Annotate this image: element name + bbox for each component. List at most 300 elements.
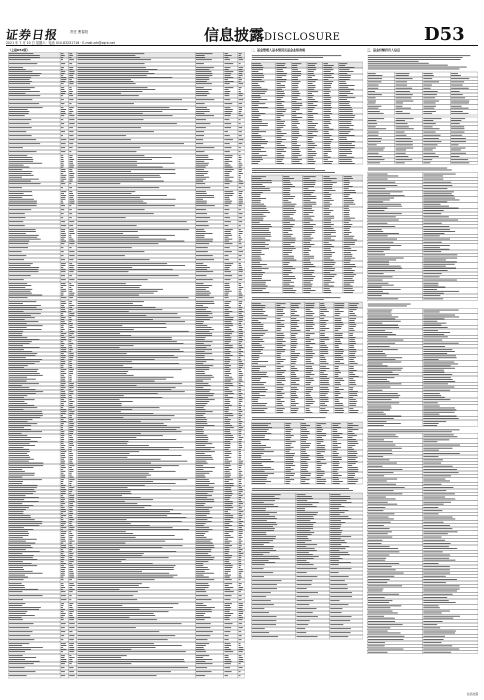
text-line (69, 543, 72, 544)
text-line (423, 220, 458, 221)
text-line (224, 517, 233, 518)
text-line (196, 617, 210, 618)
text-line (423, 270, 447, 271)
text-line (306, 347, 313, 348)
text-line (9, 557, 33, 558)
text-line (252, 101, 259, 102)
text-line (303, 262, 311, 263)
text-line (69, 115, 74, 116)
text-line (78, 411, 121, 412)
text-line (78, 335, 132, 336)
text-line (348, 443, 358, 444)
text-line (61, 265, 65, 266)
text-line (252, 71, 259, 72)
text-line (368, 245, 401, 246)
text-line (78, 329, 134, 330)
text-line (9, 501, 39, 502)
text-line (323, 95, 329, 96)
text-line (69, 169, 72, 170)
text-line (423, 377, 451, 378)
text-line (323, 214, 329, 215)
text-line (252, 143, 267, 144)
text-line (323, 244, 331, 245)
text-line (69, 99, 73, 100)
text-line (196, 531, 208, 532)
text-line (239, 455, 242, 456)
text-line (196, 221, 208, 222)
text-line (239, 533, 243, 534)
text-line (69, 73, 74, 74)
text-line (368, 170, 452, 171)
text-line (252, 546, 274, 547)
text-line (224, 467, 228, 468)
text-line (61, 225, 66, 226)
text-line (196, 77, 209, 78)
text-line (61, 59, 63, 60)
text-line (252, 324, 264, 325)
text-line (9, 435, 27, 436)
text-line (297, 554, 313, 555)
text-line (78, 331, 189, 332)
text-line (69, 675, 75, 676)
text-line (292, 95, 299, 96)
text-line (317, 459, 326, 460)
text-line (239, 569, 243, 570)
text-line (292, 97, 297, 98)
text-line (9, 329, 42, 330)
text-line (78, 341, 177, 342)
text-line (9, 635, 30, 636)
text-line (239, 271, 243, 272)
text-line (330, 550, 339, 551)
text-line (61, 587, 65, 588)
text-line (323, 161, 333, 162)
text-line (239, 411, 243, 412)
text-line (276, 89, 282, 90)
text-line (276, 129, 280, 130)
text-line (348, 439, 356, 440)
text-line (224, 243, 232, 244)
text-line (344, 270, 355, 271)
text-line (61, 393, 66, 394)
text-line (323, 278, 332, 279)
text-line (9, 113, 29, 114)
text-line (335, 393, 341, 394)
text-line (396, 91, 410, 92)
text-line (224, 447, 230, 448)
text-line (297, 498, 313, 499)
text-line (297, 562, 310, 563)
text-line (323, 153, 327, 154)
text-line (317, 423, 326, 424)
text-line (78, 295, 139, 296)
text-line (344, 230, 350, 231)
text-line (224, 241, 228, 242)
text-line (61, 191, 66, 192)
text-line (61, 75, 63, 76)
text-line (276, 95, 284, 96)
text-line (78, 509, 174, 510)
text-line (9, 247, 28, 248)
text-line (196, 405, 205, 406)
text-line (61, 579, 64, 580)
text-line (9, 599, 23, 600)
text-line (224, 313, 229, 314)
text-line (423, 156, 438, 157)
text-line (297, 544, 317, 545)
text-line (78, 563, 153, 564)
text-line (348, 459, 355, 460)
text-line (78, 239, 167, 240)
text-line (335, 341, 341, 342)
text-line (69, 417, 72, 418)
text-line (196, 57, 205, 58)
text-line (69, 411, 74, 412)
text-line (339, 163, 355, 164)
text-line (368, 108, 379, 109)
text-line (196, 285, 212, 286)
text-line (224, 169, 233, 170)
text-line (320, 361, 326, 362)
text-line (196, 199, 203, 200)
text-line (330, 636, 348, 637)
text-line (78, 251, 145, 252)
text-line (196, 161, 204, 162)
text-line (239, 465, 242, 466)
text-line (252, 441, 261, 442)
text-line (224, 483, 233, 484)
text-line (224, 413, 232, 414)
text-line (69, 375, 71, 376)
text-line (224, 433, 231, 434)
text-line (196, 479, 209, 480)
text-line (196, 635, 210, 636)
text-line (423, 245, 450, 246)
text-line (69, 559, 74, 560)
text-line (335, 403, 343, 404)
text-line (423, 111, 436, 112)
text-line (252, 490, 353, 491)
text-line (344, 290, 355, 291)
text-line (276, 99, 281, 100)
text-line (368, 216, 396, 217)
text-line (308, 151, 316, 152)
text-line (252, 339, 263, 340)
text-line (303, 246, 311, 247)
text-line (239, 237, 241, 238)
text-line (252, 479, 267, 480)
text-line (196, 303, 215, 304)
text-line (368, 188, 386, 189)
text-line (239, 329, 242, 330)
text-line (252, 636, 278, 637)
text-line (69, 459, 73, 460)
text-line (423, 414, 439, 415)
text-line (61, 139, 66, 140)
text-line (239, 333, 243, 334)
text-line (276, 155, 284, 156)
text-line (61, 111, 65, 112)
text-line (224, 457, 231, 458)
text-line (344, 272, 354, 273)
text-line (9, 193, 24, 194)
text-line (78, 525, 150, 526)
text-line (276, 389, 283, 390)
text-line (320, 330, 325, 331)
text-line (78, 99, 183, 100)
text-line (239, 535, 242, 536)
text-line (224, 387, 228, 388)
text-line (292, 65, 297, 66)
text-line (78, 177, 161, 178)
column-left (8, 48, 245, 686)
text-line (252, 272, 265, 273)
text-line (276, 353, 281, 354)
text-line (252, 242, 265, 243)
text-line (252, 190, 271, 191)
text-line (61, 417, 66, 418)
text-line (78, 323, 166, 324)
text-line (224, 271, 231, 272)
text-line (9, 243, 29, 244)
text-line (276, 355, 280, 356)
text-line (9, 183, 41, 184)
text-line (9, 491, 36, 492)
text-line (196, 663, 213, 664)
text-line (276, 115, 284, 116)
text-line (339, 139, 347, 140)
text-line (276, 351, 284, 352)
text-line (61, 583, 63, 584)
text-line (224, 461, 231, 462)
text-line (291, 389, 299, 390)
text-line (239, 95, 243, 96)
text-line (224, 499, 229, 500)
text-line (61, 365, 64, 366)
text-line (196, 467, 215, 468)
text-line (323, 149, 330, 150)
text-line (69, 399, 72, 400)
text-line (451, 88, 469, 89)
text-line (61, 147, 65, 148)
column-left-heading: （上接D52版） (8, 48, 30, 52)
text-line (78, 613, 154, 614)
text-line (330, 526, 341, 527)
text-line (306, 401, 315, 402)
text-line (224, 335, 230, 336)
text-line (9, 417, 40, 418)
text-line (61, 87, 64, 88)
text-line (292, 127, 298, 128)
text-line (323, 282, 334, 283)
text-line (297, 546, 307, 547)
text-line (69, 605, 72, 606)
text-line (224, 489, 231, 490)
text-line (61, 553, 63, 554)
text-line (283, 242, 295, 243)
text-line (276, 91, 284, 92)
text-line (285, 435, 293, 436)
text-line (239, 605, 243, 606)
text-line (252, 496, 275, 497)
text-line (276, 401, 284, 402)
text-line (320, 401, 329, 402)
text-line (61, 247, 63, 248)
text-line (78, 191, 136, 192)
text-line (344, 190, 356, 191)
text-line (61, 539, 65, 540)
text-line (239, 355, 243, 356)
text-line (196, 599, 211, 600)
text-line (61, 71, 65, 72)
text-line (276, 77, 282, 78)
text-line (323, 184, 332, 185)
text-line (78, 349, 180, 350)
text-line (239, 241, 241, 242)
text-line (69, 503, 73, 504)
text-line (252, 161, 260, 162)
text-line (69, 623, 74, 624)
text-line (348, 463, 356, 464)
text-line (349, 395, 357, 396)
text-line (252, 568, 264, 569)
text-line (252, 256, 261, 257)
text-line (78, 659, 184, 660)
text-line (320, 368, 329, 369)
text-line (252, 328, 264, 329)
text-line (69, 475, 71, 476)
text-line (224, 589, 230, 590)
text-line (306, 339, 314, 340)
text-line (303, 212, 313, 213)
text-line (348, 465, 352, 466)
text-line (301, 469, 307, 470)
text-line (9, 271, 39, 272)
text-line (451, 162, 469, 163)
text-line (69, 167, 73, 168)
text-line (285, 453, 295, 454)
text-line (252, 276, 262, 277)
text-line (9, 99, 33, 100)
text-line (9, 411, 42, 412)
text-line (349, 399, 356, 400)
text-line (239, 315, 243, 316)
text-line (252, 368, 260, 369)
text-line (306, 309, 311, 310)
text-line (224, 239, 232, 240)
text-line (196, 461, 206, 462)
text-line (196, 361, 206, 362)
text-line (306, 320, 314, 321)
text-line (9, 301, 37, 302)
text-line (196, 389, 211, 390)
text-line (303, 192, 313, 193)
text-line (78, 487, 128, 488)
text-line (308, 123, 318, 124)
text-line (320, 328, 329, 329)
text-line (349, 345, 354, 346)
text-line (224, 275, 232, 276)
text-line (61, 335, 64, 336)
text-line (61, 181, 64, 182)
text-line (69, 221, 74, 222)
text-line (368, 251, 384, 252)
text-line (252, 125, 268, 126)
text-line (78, 535, 175, 536)
text-line (396, 144, 413, 145)
text-line (291, 395, 297, 396)
text-line (292, 101, 296, 102)
text-line (196, 147, 214, 148)
text-line (69, 481, 72, 482)
text-line (61, 473, 63, 474)
text-line (239, 335, 243, 336)
text-line (252, 202, 261, 203)
text-line (368, 318, 395, 319)
text-line (252, 536, 276, 537)
text-line (78, 619, 157, 620)
text-line (78, 409, 133, 410)
text-line (224, 91, 230, 92)
text-line (196, 187, 210, 188)
text-line (224, 151, 229, 152)
text-line (306, 403, 314, 404)
text-line (78, 471, 176, 472)
text-line (303, 202, 316, 203)
text-line (339, 161, 352, 162)
text-line (349, 318, 356, 319)
text-line (239, 543, 241, 544)
text-line (368, 304, 411, 305)
text-line (344, 242, 355, 243)
text-line (276, 410, 283, 411)
text-line (61, 663, 65, 664)
text-line (368, 330, 385, 331)
text-line (196, 371, 205, 372)
text-line (239, 451, 241, 452)
text-line (291, 359, 296, 360)
text-line (239, 527, 242, 528)
text-line (330, 562, 351, 563)
text-line (69, 517, 73, 518)
text-line (9, 135, 32, 136)
text-line (323, 71, 330, 72)
text-line (9, 613, 26, 614)
text-line (196, 493, 207, 494)
text-line (423, 349, 452, 350)
text-line (9, 151, 37, 152)
text-line (9, 431, 42, 432)
text-line (332, 437, 342, 438)
text-line (61, 547, 66, 548)
text-line (285, 441, 295, 442)
text-line (78, 547, 163, 548)
text-line (308, 153, 317, 154)
text-line (297, 636, 318, 637)
text-line (252, 335, 264, 336)
text-line (344, 220, 351, 221)
text-line (224, 385, 233, 386)
text-line (239, 155, 241, 156)
text-line (78, 131, 154, 132)
text-line (78, 291, 158, 292)
text-line (69, 197, 73, 198)
text-line (239, 363, 244, 364)
text-line (252, 393, 260, 394)
text-line (239, 449, 241, 450)
text-line (320, 349, 327, 350)
text-line (69, 465, 74, 466)
